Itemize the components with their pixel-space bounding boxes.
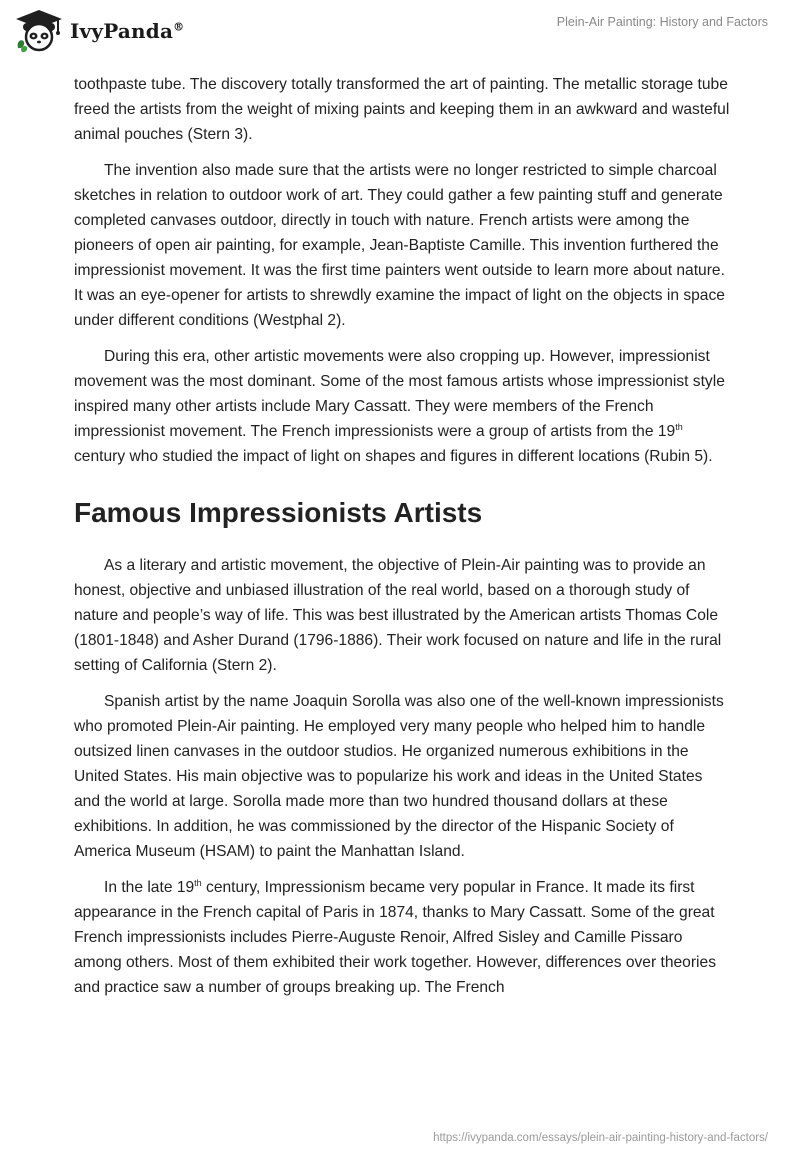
paragraph-6 [74, 875, 730, 1000]
paragraph-6-text-a: In the late 19 [104, 879, 195, 896]
registered-mark: ® [173, 20, 185, 34]
paragraph-6-text-b: century, Impressionism became very popular in France. It made its first appearance in the French capital of Paris in 1874, thanks to Mary Cassatt. Some of the great French impressionists includes Pierre-Auguste Renoir, Alfred Sisley and Camille Pissaro among others. Most of them exhibited their work together. However, differences over theories and practice saw a number of groups breaking up. The French [74, 879, 716, 996]
paragraph-3-text-a: During this era, other artistic movements were also cropping up. However, impressionist movement was the most dominant. Some of the most famous artists whose impressionist style inspired many other artists include Mary Cassatt. They were members of the French impressionist movement. The French impressionists were a group of artists from the 19 [74, 348, 725, 440]
paragraph-5: Spanish artist by the name Joaquin Sorolla was also one of the well-known impressionists who promoted Plein-Air painting. He employed very many people who helped him to handle outsized linen canvases in the outdoor studios. He organized numerous exhibitions in the United States. His main objective was to popularize his work and ideas in the United States and the world at large. Sorolla made more than two hundred thousand dollars at these exhibitions. In addition, he was commissioned by the director of the Hispanic Society of America Museum (HSAM) to paint the Manhattan Island. [74, 693, 724, 860]
ivypanda-logo[interactable] [14, 8, 184, 54]
paragraph-2: The invention also made sure that the artists were no longer restricted to simple charcoal sketches in relation to outdoor work of art. They could gather a few painting stuff and generate completed canvases outdoor, directly in touch with nature. French artists were among the pioneers of open air painting, for example, Jean-Baptiste Camille. This invention furthered the impressionist movement. It was the first time painters went outside to learn more about nature. It was an eye-opener for artists to shrewdly examine the impact of light on the objects in space under different conditions (Westphal 2). [74, 162, 725, 329]
panda-graduate-icon [14, 8, 64, 54]
page-header [0, 0, 800, 70]
paragraph-3 [74, 344, 730, 469]
ordinal-suffix: th [675, 421, 683, 432]
section-heading: Famous Impressionists Artists [74, 497, 483, 528]
essay-body [74, 72, 730, 1011]
paragraph-4: As a literary and artistic movement, the objective of Plein-Air painting was to provide an honest, objective and unbiased illustration of the real world, based on a thorough study of nature and people’s way of life. This was best illustrated by the American artists Thomas Cole (1801-1848) and Asher Durand (1796-1886). Their work focused on nature and life in the rural setting of California (Stern 2). [74, 557, 722, 674]
paragraph-3-text-b: century who studied the impact of light on shapes and figures in different locations (Rubin 5). [74, 448, 713, 465]
document-title: Plein-Air Painting: History and Factors [556, 15, 768, 29]
paragraph-1: toothpaste tube. The discovery totally transformed the art of painting. The metallic storage tube freed the artists from the weight of mixing paints and keeping them in an awkward and wasteful animal pouches (Stern 3). [74, 76, 730, 143]
ordinal-suffix: th [194, 877, 202, 888]
source-url-link[interactable]: https://ivypanda.com/essays/plein-air-painting-history-and-factors/ [433, 1132, 768, 1144]
brand-name: IvyPanda® [70, 19, 185, 43]
